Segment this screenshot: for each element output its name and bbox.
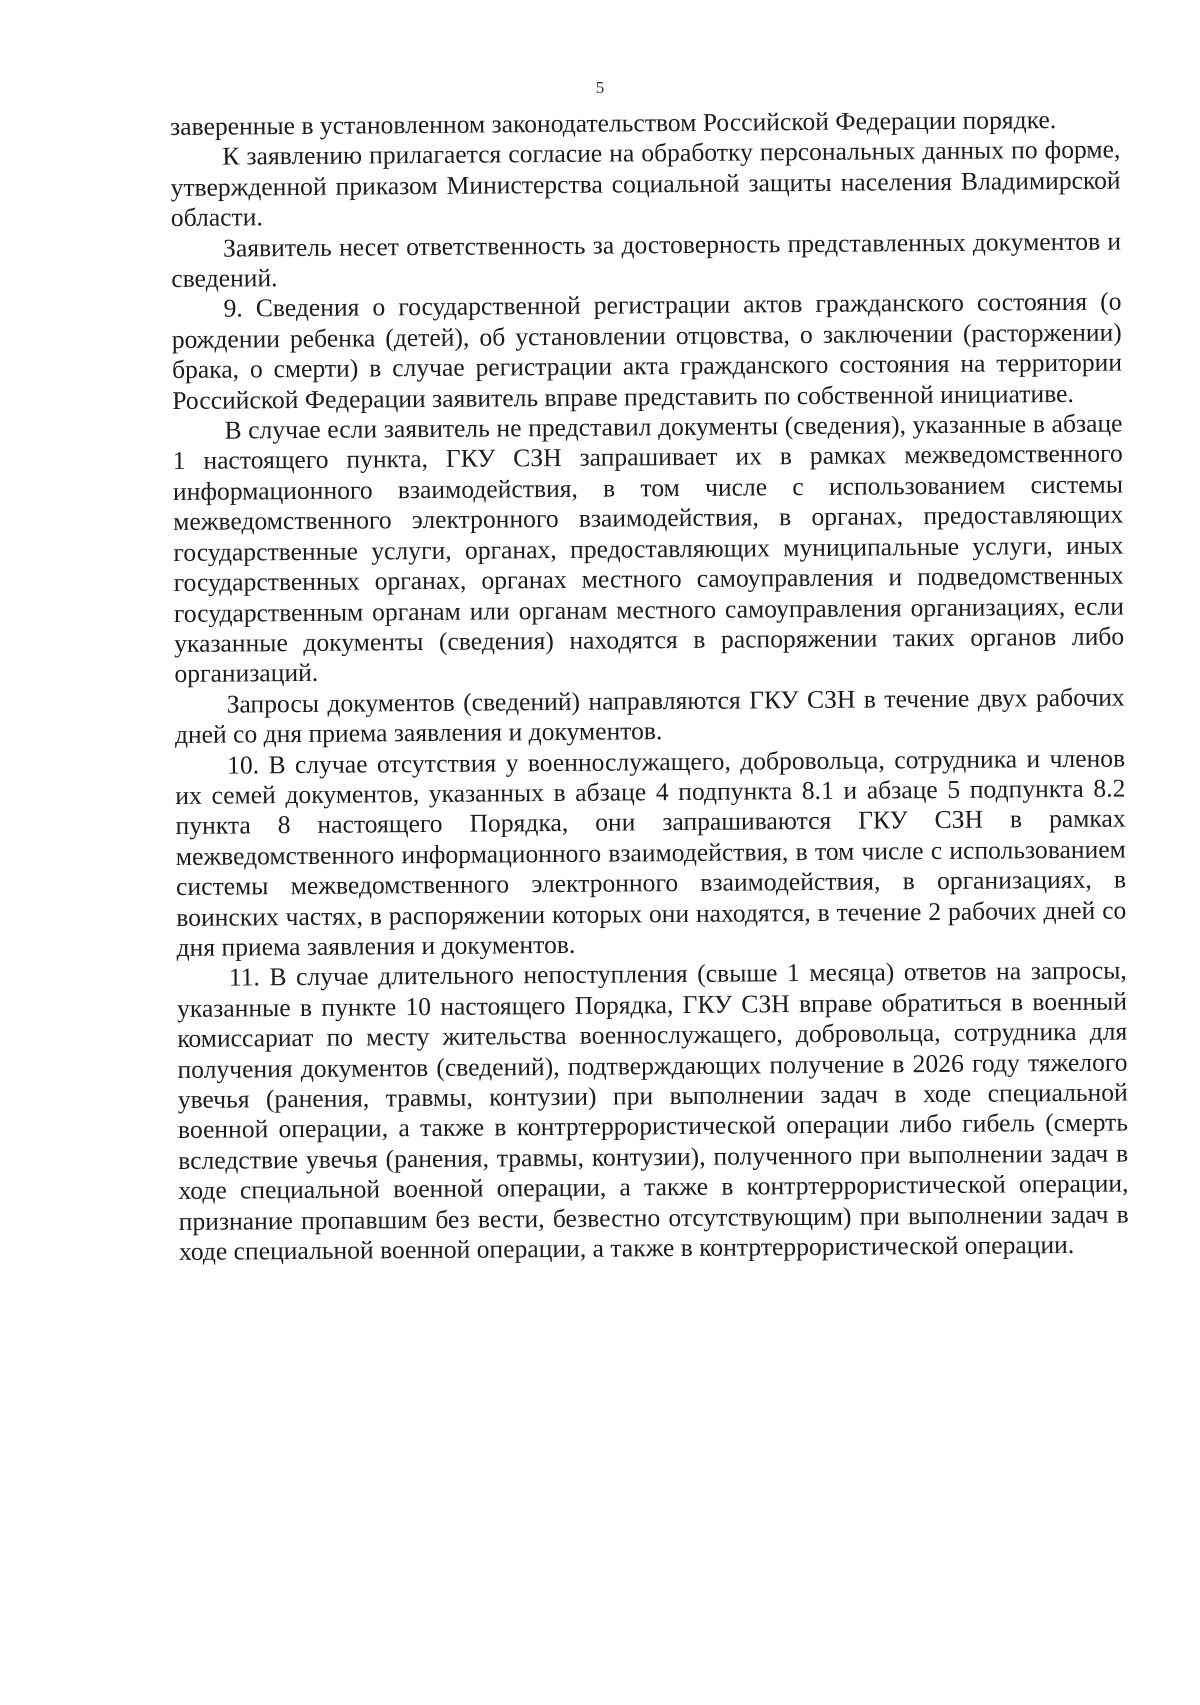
paragraph-item-9: 9. Сведения о государственной регистрации актов гражданского состояния (о рождении ребенка (детей), об установлении отцовства, о заключении (расторжении) брака, о смерти) в случае регистрации акта гражданского состояния на территории Российской Федерации заявитель вправе представить по собственной инициативе.: [171, 286, 1123, 415]
paragraph-responsibility: Заявитель несет ответственность за достоверность представленных документов и сведений.: [171, 226, 1122, 294]
paragraph-continuation: заверенные в установленном законодательством Российской Федерации порядке.: [170, 105, 1057, 141]
document-body: [170, 105, 1129, 1268]
paragraph-item-10: 10. В случае отсутствия у военнослужащего, добровольца, сотрудника и членов их семей документов, указанных в абзаце 4 подпункта 8.1 и абзаце 5 подпункта 8.2 пункта 8 настоящего Порядка, они запрашиваются ГКУ СЗН в рамках межведомственного информационного взаимодействия, в том числе с использованием системы межведомственного электронного взаимодействия, в организациях, в воинских частях, в распоряжении которых они находятся, в течение 2 рабочих дней со дня приема заявления и документов.: [175, 743, 1127, 962]
paragraph-consent: К заявлению прилагается согласие на обработку персональных данных по форме, утвержденной приказом Министерства социальной защиты населения Владимирской области.: [170, 134, 1121, 233]
paragraph-item-9-interagency: В случае если заявитель не представил документы (сведения), указанные в абзаце 1 настоящего пункта, ГКУ СЗН запрашивает их в рамках межведомственного информационного взаимодействия, в том числе с использованием системы межведомственного электронного взаимодействия, в органах, предоставляющих государственные услуги, органах, предоставляющих муниципальные услуги, иных государственных органах, органах местного самоуправления и подведомственных государственным органам или органам местного самоуправления организациях, если указанные документы (сведения) находятся в распоряжении таких органов либо организаций.: [172, 408, 1125, 689]
page-number: 5: [595, 78, 605, 97]
paragraph-item-9-requests: Запросы документов (сведений) направляются ГКУ СЗН в течение двух рабочих дней со дня приема заявления и документов.: [174, 682, 1125, 750]
paragraph-item-11: 11. В случае длительного непоступления (свыше 1 месяца) ответов на запросы, указанные в пункте 10 настоящего Порядка, ГКУ СЗН вправе обратиться в военный комиссариат по месту жительства военнослужащего, добровольца, сотрудника для получения документов (сведений), подтверждающих получение в 2026 году тяжелого увечья (ранения, травмы, контузии) при выполнении задач в ходе специальной военной операции, а также в контртеррористической операции либо гибель (смерть вследствие увечья (ранения, травмы, контузии), полученного при выполнении задач в ходе специальной военной операции, а также в контртеррористической операции, признание пропавшим без вести, безвестно отсутствующим) при выполнении задач в ходе специальной военной операции, а также в контртеррористической операции.: [176, 955, 1129, 1266]
